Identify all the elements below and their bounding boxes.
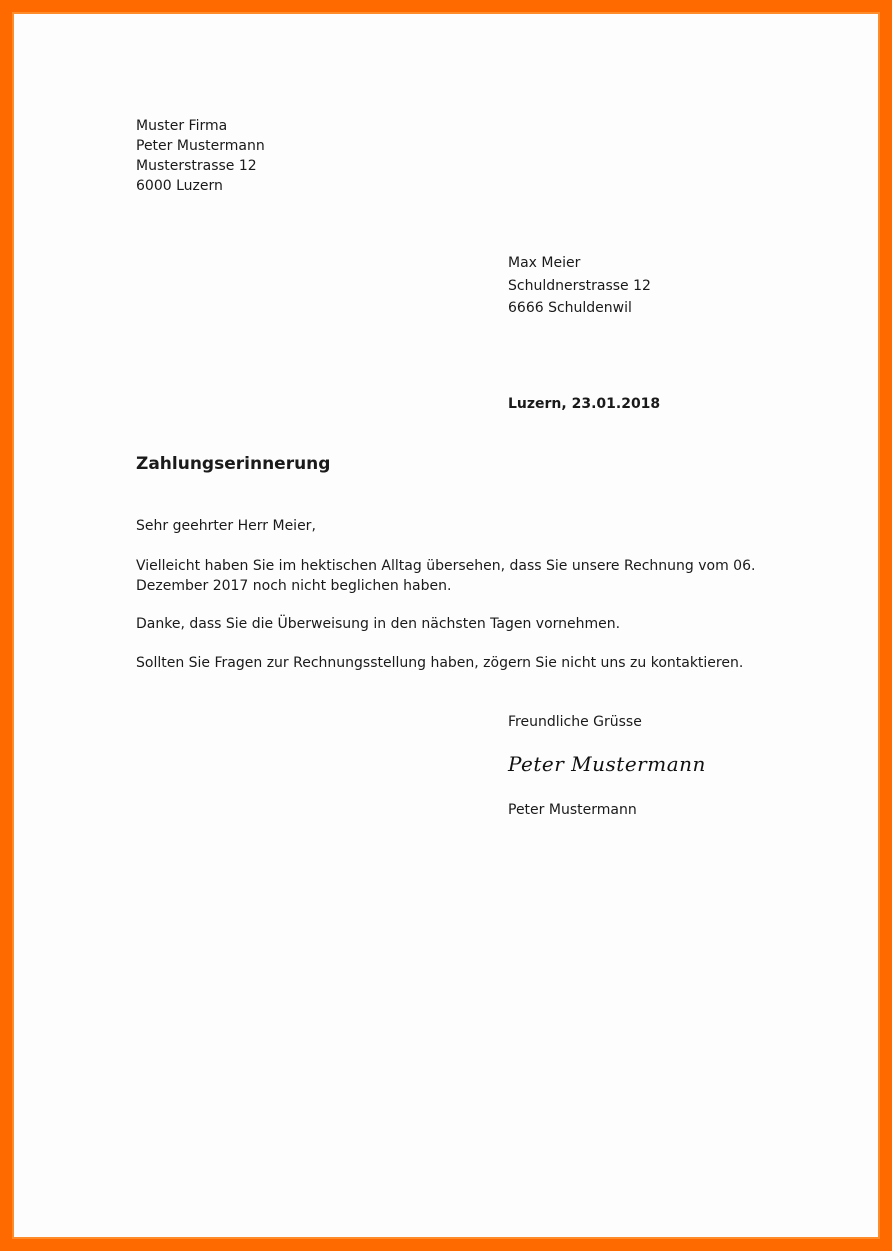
body-paragraph-3: Sollten Sie Fragen zur Rechnungsstellung haben, zögern Sie nicht uns zu kontaktieren. — [136, 655, 744, 671]
closing-greeting: Freundliche Grüsse — [508, 714, 642, 730]
sender-city: 6000 Luzern — [136, 178, 223, 194]
body-paragraph-1: Vielleicht haben Sie im hektischen Alltag übersehen, dass Sie unsere Rechnung vom 06. Dezember 2017 noch nicht beglichen haben. — [136, 558, 756, 594]
sender-name: Peter Mustermann — [136, 138, 265, 154]
sender-address — [136, 116, 265, 196]
subject-heading: Zahlungserinnerung — [136, 454, 331, 474]
date-line: Luzern, 23.01.2018 — [508, 396, 661, 412]
signer-name: Peter Mustermann — [508, 802, 637, 818]
handwritten-signature: Peter Mustermann — [508, 752, 706, 776]
sender-company: Muster Firma — [136, 118, 228, 134]
sender-street: Musterstrasse 12 — [136, 158, 257, 174]
recipient-street: Schuldnerstrasse 12 — [508, 277, 651, 294]
recipient-name: Max Meier — [508, 255, 581, 271]
salutation: Sehr geehrter Herr Meier, — [136, 518, 316, 534]
body-paragraph-2: Danke, dass Sie die Überweisung in den nächsten Tagen vornehmen. — [136, 616, 621, 632]
recipient-city: 6666 Schuldenwil — [508, 300, 632, 316]
recipient-address — [508, 252, 651, 320]
